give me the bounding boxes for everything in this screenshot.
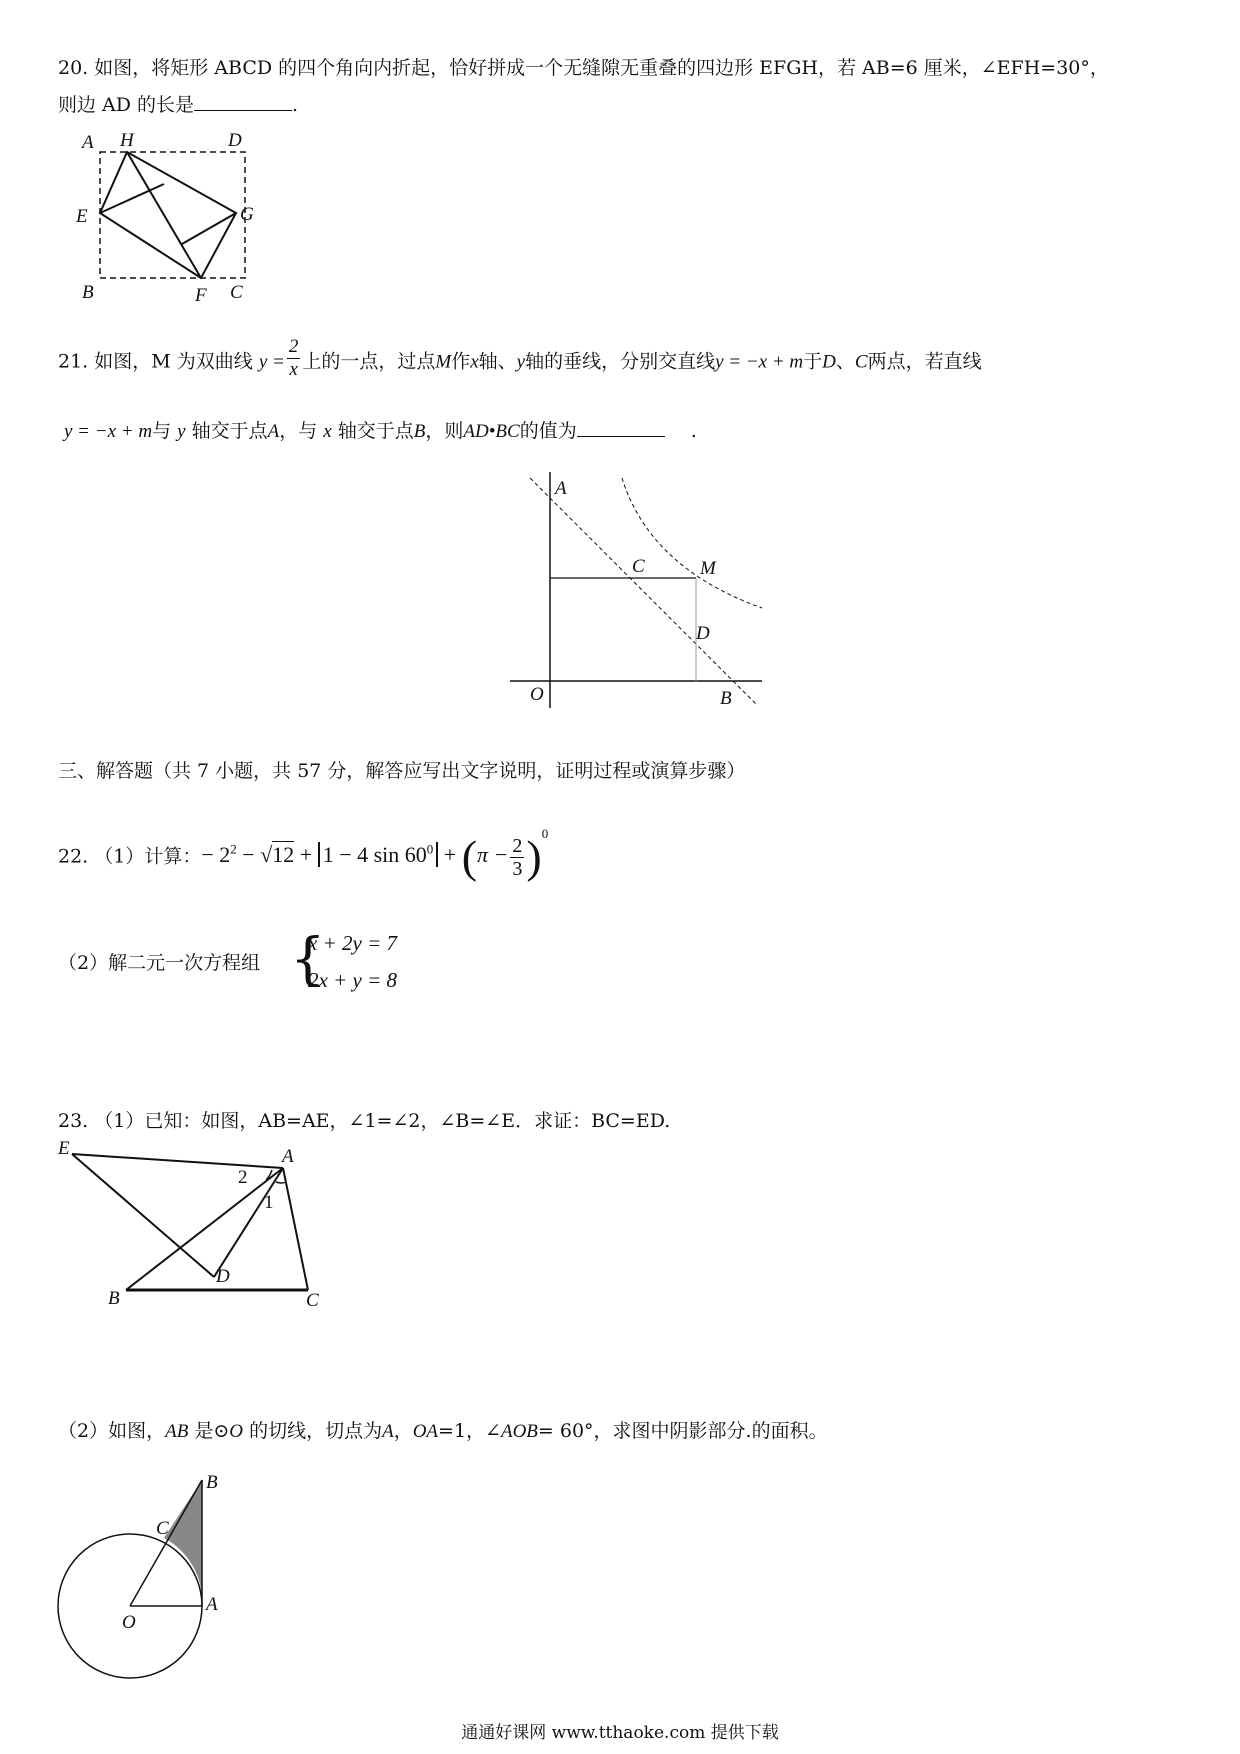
q20-answer-blank [194, 92, 292, 111]
q21-l2-A: A [267, 421, 280, 442]
seg-ab [126, 1168, 283, 1290]
q21-p2: 上的一点，过点 [302, 350, 436, 373]
label-A: A [82, 132, 94, 153]
q22-expression [201, 826, 549, 883]
q22-brace: { [290, 927, 326, 992]
q22-abs [318, 842, 439, 867]
fig21-C: C [632, 556, 645, 577]
q21-M: M [435, 351, 452, 373]
fig23-angle2: 2 [238, 1167, 248, 1188]
q22-expr-a: − 2 [201, 842, 231, 868]
q21-l2-eq: y = −x + m [64, 421, 153, 442]
q21-l2-B: B [413, 421, 426, 442]
q21-p6: 于 [803, 350, 823, 373]
q21-fraction [287, 336, 301, 381]
q22-paren-sup: 0 [541, 826, 549, 841]
q22-part1 [58, 820, 549, 883]
q21-l2-e: ，则 [425, 420, 464, 442]
q21-C: C [854, 351, 868, 373]
q21-line2 [64, 418, 697, 445]
q21-p5: 轴的垂线，分别交直线 [525, 350, 716, 373]
fig23b-O: O [122, 1612, 136, 1633]
q23-p2-d: ， [393, 1420, 413, 1442]
q20-line1: 20. 如图，将矩形 ABCD 的四个角向内折起，恰好拼成一个无缝隙无重叠的四边形 EFGH，若 AB=6 厘米，∠EFH=30°， [58, 57, 1109, 79]
seg-ea [72, 1154, 283, 1168]
label-G: G [240, 204, 254, 225]
fig23-A: A [282, 1146, 294, 1167]
q21-D: D [822, 351, 836, 373]
q23-part2 [58, 1418, 828, 1445]
q23-p2-e: =1，∠ [438, 1420, 501, 1442]
q21-p3: 作 [451, 350, 471, 373]
q23-p2-O: O [229, 1421, 244, 1442]
q23-p2-AOB: AOB [500, 1421, 538, 1442]
q22-abs-inner: 1 − 4 sin 60 [322, 842, 427, 868]
q21-l2-prod: AD•BC [463, 421, 520, 442]
label-E: E [76, 206, 88, 227]
fig23-C: C [306, 1290, 319, 1311]
q23-p2-c: 的切线，切点为 [249, 1420, 383, 1442]
q23-p2-OA: OA [412, 1421, 439, 1442]
label-D: D [228, 130, 242, 151]
fig21-B: B [720, 688, 732, 709]
q21-p4: 轴、 [478, 350, 517, 373]
q20-line2 [58, 92, 298, 118]
fig23-B: B [108, 1288, 120, 1309]
q21-l2-c: ，与 [279, 420, 318, 442]
q23-p2-f: = 60°，求图中阴影部分.的面积。 [537, 1420, 828, 1442]
q21-l2-a: 与 [152, 420, 172, 442]
q21-l2-end: . [690, 420, 697, 442]
q21-line-eq: y = −x + m [715, 351, 804, 373]
fig23b-B: B [206, 1472, 218, 1493]
q21-l2-x: x [323, 421, 332, 442]
q22-frac [510, 835, 524, 880]
q21-frac-num: 2 [288, 336, 299, 357]
quad-efgh [100, 152, 236, 278]
q22-sqrt: √12 [260, 842, 295, 868]
q21-p8: 两点，若直线 [867, 350, 982, 373]
q22-abs-sup: 0 [426, 842, 434, 857]
fig23-D: D [216, 1266, 230, 1287]
fig21-O: O [530, 684, 544, 705]
q21-frac-den: x [289, 359, 298, 380]
q22-expr-a-sup: 2 [230, 842, 237, 857]
fig21-D: D [696, 623, 710, 644]
q23-p2-a: （2）如图， [58, 1420, 166, 1442]
q22-expr-d: + [438, 842, 462, 868]
q22-part2-label: （2）解二元一次方程组 [58, 952, 261, 974]
q23-p2-b: 是⊙ [194, 1420, 230, 1442]
fig21-M: M [700, 558, 716, 579]
q21-eq-lhs: y = [258, 351, 285, 373]
label-H: H [120, 130, 134, 151]
q22-eq1: x + 2y = 7 [308, 931, 397, 955]
q21-y: y [516, 351, 526, 373]
q21-p7: 、 [835, 350, 855, 373]
q21-l2-y: y [177, 421, 186, 442]
q23-circle-figure [56, 1470, 256, 1680]
q21-answer-blank [577, 418, 665, 437]
q21-p1: 21. 如图，M 为双曲线 [58, 350, 253, 373]
q23-triangle-figure [56, 1140, 336, 1315]
section3-heading: 三、解答题（共 7 小题，共 57 分，解答应写出文字说明，证明过程或演算步骤） [58, 760, 746, 782]
q22-frac-den: 3 [512, 857, 523, 880]
label-F: F [195, 285, 207, 306]
label-B: B [82, 282, 94, 303]
q22-frac-num: 2 [512, 834, 523, 857]
q23-p2-A: A [382, 1421, 394, 1442]
fig23-E: E [58, 1140, 70, 1159]
q22-sqrt-val: 12 [272, 842, 295, 868]
q20-end: . [292, 94, 299, 116]
page-footer: 通通好课网 www.tthaoke.com 提供下载 [461, 1723, 779, 1743]
fig23b-C: C [156, 1518, 169, 1539]
label-C: C [230, 282, 243, 303]
q21-l2-b: 轴交于点 [191, 420, 268, 442]
q23-part1: 23. （1）已知：如图，AB=AE，∠1=∠2，∠B=∠E．求证：BC=ED. [58, 1110, 671, 1132]
fig23-angle1: 1 [264, 1192, 274, 1213]
angle-1-arc [276, 1182, 286, 1183]
q21-line1 [58, 336, 982, 385]
fig23b-A: A [206, 1594, 218, 1615]
q23-p2-AB: AB [165, 1421, 189, 1442]
seg-ad [214, 1168, 283, 1277]
q20-text: 则边 AD 的长是 [58, 94, 195, 116]
seg-ac [283, 1168, 308, 1290]
q21-l2-f: 的值为 [519, 420, 577, 442]
q22-expr-b: − [236, 842, 261, 868]
q22-paren-open: ( [461, 831, 478, 883]
q22-part1-label: 22. （1）计算： [58, 845, 202, 868]
q22-paren-a: π − [477, 842, 509, 868]
hyperbola-curve [622, 478, 762, 608]
diag-hf [127, 152, 201, 278]
fig21-A: A [555, 478, 567, 499]
q22-expr-c: + [294, 842, 318, 868]
q20-rectangle-figure [60, 128, 280, 308]
q21-x: x [470, 351, 479, 373]
shaded-region [164, 1480, 202, 1606]
q22-paren-close: ) [526, 831, 542, 883]
q21-l2-d: 轴交于点 [337, 420, 414, 442]
q21-hyperbola-figure [500, 468, 770, 713]
seg-ed [72, 1154, 214, 1277]
q22-eq2: 2x + y = 8 [308, 968, 397, 992]
